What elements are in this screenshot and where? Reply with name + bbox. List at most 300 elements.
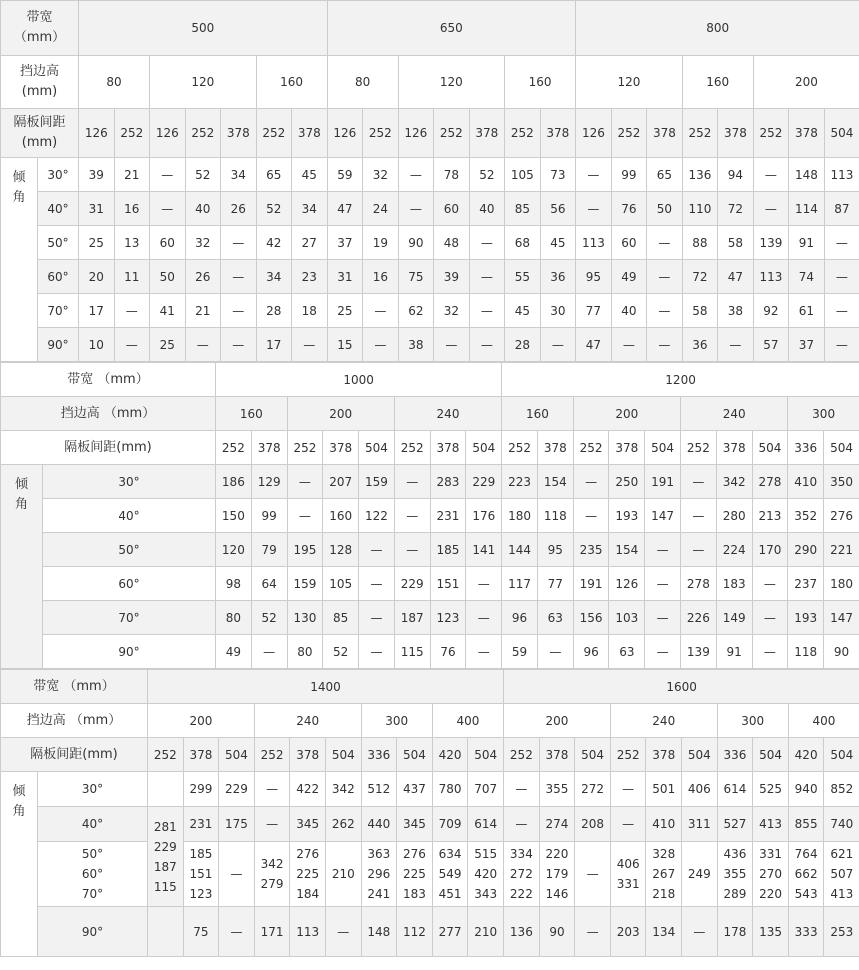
cell-line: 222 — [509, 887, 533, 901]
capacity-cell: 91 — [789, 226, 825, 260]
capacity-cell: 229 — [394, 567, 430, 601]
angle-value-cell: 50° — [38, 226, 79, 260]
spacing-value-cell: 504 — [824, 738, 859, 772]
spacing-value-cell: 504 — [645, 431, 681, 465]
spacing-value-cell: 252 — [256, 109, 292, 158]
bandwidth-value-cell: 1400 — [148, 670, 504, 704]
capacity-cell: 105 — [505, 158, 541, 192]
capacity-cell: — — [752, 635, 788, 669]
capacity-cell: 77 — [576, 294, 612, 328]
capacity-cell: 63 — [537, 601, 573, 635]
capacity-cell: 75 — [398, 260, 434, 294]
capacity-cell: 72 — [718, 192, 754, 226]
capacity-cell: 413 — [753, 807, 789, 842]
capacity-cell: 59 — [327, 158, 363, 192]
spacing-value-cell: 252 — [434, 109, 470, 158]
spacing-value-cell: 252 — [254, 738, 290, 772]
capacity-cell: 147 — [645, 499, 681, 533]
spacing-value-cell: 378 — [290, 738, 326, 772]
spacing-value-cell: 252 — [185, 109, 221, 158]
spacing-value-cell: 336 — [361, 738, 397, 772]
angle-value-cell: 50° — [43, 533, 216, 567]
capacity-cell: — — [576, 158, 612, 192]
capacity-cell: 422 — [290, 772, 326, 807]
capacity-cell: 45 — [540, 226, 576, 260]
capacity-cell: — — [394, 465, 430, 499]
capacity-cell: — — [575, 907, 611, 957]
cell-line: 343 — [474, 887, 498, 901]
sidewall-height-value-cell: 200 — [753, 56, 859, 109]
cell-line: 179 — [545, 867, 569, 881]
capacity-cell: — — [363, 294, 399, 328]
spacing-value-cell: 252 — [394, 431, 430, 465]
sidewall-height-value-cell: 160 — [502, 397, 574, 431]
capacity-cell: — — [469, 260, 505, 294]
capacity-cell: — — [287, 499, 323, 533]
capacity-cell: 290 — [788, 533, 824, 567]
spacing-value-cell: 504 — [466, 431, 502, 465]
capacity-cell: 231 — [430, 499, 466, 533]
capacity-cell: 740 — [824, 807, 859, 842]
capacity-cell: 342 — [325, 772, 361, 807]
spacing-value-cell: 420 — [788, 738, 824, 772]
bandwidth-label — [1, 363, 216, 397]
sidewall-height-value-cell: 400 — [432, 704, 503, 738]
spacing-value-cell: 252 — [148, 738, 184, 772]
capacity-cell: 31 — [79, 192, 115, 226]
sidewall-height-value-cell: 400 — [788, 704, 859, 738]
capacity-cell: 19 — [363, 226, 399, 260]
capacity-cell: 135 — [753, 907, 789, 957]
bandwidth-value-cell: 1000 — [216, 363, 502, 397]
capacity-cell: 38 — [718, 294, 754, 328]
capacity-cell: 25 — [150, 328, 186, 362]
capacity-cell: 49 — [611, 260, 647, 294]
capacity-cell: 148 — [789, 158, 825, 192]
capacity-cell: 210 — [468, 907, 504, 957]
sidewall-height-value-cell: 240 — [394, 397, 501, 431]
capacity-cell: 78 — [434, 158, 470, 192]
cell-line: 331 — [616, 877, 640, 891]
capacity-cell: 253 — [824, 907, 859, 957]
capacity-cell: 707 — [468, 772, 504, 807]
capacity-cell: 226 — [681, 601, 717, 635]
capacity-cell: 60 — [434, 192, 470, 226]
sidewall-height-value-cell: 80 — [327, 56, 398, 109]
bandwidth-value-cell: 650 — [327, 1, 576, 56]
capacity-cell: 21 — [185, 294, 221, 328]
capacity-cell: 80 — [287, 635, 323, 669]
capacity-cell: 57 — [753, 328, 789, 362]
capacity-cell: 60 — [150, 226, 186, 260]
cell-line: 115 — [153, 879, 177, 894]
cell-line: 342 — [260, 857, 284, 871]
spacing-value-cell: 378 — [251, 431, 287, 465]
spacing-value-cell: 126 — [79, 109, 115, 158]
capacity-cell: — — [573, 465, 609, 499]
spacing-value-cell: 504 — [824, 109, 859, 158]
capacity-cell: 224 — [716, 533, 752, 567]
bandwidth-label — [1, 670, 148, 704]
cell-line: 355 — [723, 867, 747, 881]
capacity-cell: 77 — [537, 567, 573, 601]
capacity-cell: 36 — [540, 260, 576, 294]
capacity-cell: 147 — [824, 601, 859, 635]
spacing-value-cell: 252 — [681, 431, 717, 465]
spacing-value-cell: 378 — [540, 109, 576, 158]
capacity-cell: 193 — [609, 499, 645, 533]
capacity-cell: 151 — [430, 567, 466, 601]
capacity-cell: 24 — [363, 192, 399, 226]
capacity-cell: 85 — [323, 601, 359, 635]
sidewall-height-value-cell: 240 — [610, 704, 717, 738]
capacity-cell: — — [466, 567, 502, 601]
capacity-cell: 113 — [290, 907, 326, 957]
cell-line: 436 — [723, 847, 747, 861]
incline-angle-label — [1, 772, 38, 957]
spacing-value-cell: 126 — [327, 109, 363, 158]
capacity-cell: 26 — [185, 260, 221, 294]
spacing-value-cell: 126 — [576, 109, 612, 158]
capacity-cell: — — [752, 601, 788, 635]
capacity-cell: 129 — [251, 465, 287, 499]
capacity-cell: — — [251, 635, 287, 669]
cell-line: 隔板间距(mm) — [30, 746, 118, 762]
capacity-cell: 237 — [788, 567, 824, 601]
capacity-cell: 15 — [327, 328, 363, 362]
capacity-cell: 139 — [753, 226, 789, 260]
capacity-cell: 99 — [611, 158, 647, 192]
capacity-cell: 59 — [502, 635, 538, 669]
capacity-cell: — — [150, 192, 186, 226]
spacing-value-cell: 378 — [718, 109, 754, 158]
sidewall-height-value-cell: 200 — [148, 704, 255, 738]
spacing-value-cell: 252 — [363, 109, 399, 158]
cell-line: 289 — [723, 887, 747, 901]
capacity-cell: 855 — [788, 807, 824, 842]
cell-line: 220 — [759, 887, 782, 901]
capacity-cell: 186 — [216, 465, 252, 499]
spacing-value-cell: 378 — [537, 431, 573, 465]
spacing-value-cell: 378 — [221, 109, 257, 158]
capacity-cell: 73 — [540, 158, 576, 192]
capacity-cell: — — [681, 465, 717, 499]
spacing-value-cell: 252 — [287, 431, 323, 465]
cell-line: 267 — [652, 867, 676, 881]
capacity-cell: — — [645, 567, 681, 601]
capacity-cell: 13 — [114, 226, 150, 260]
angle-value-cell: 40° — [43, 499, 216, 533]
capacity-cell: — — [824, 328, 859, 362]
capacity-cell: 50 — [647, 192, 683, 226]
angle-value-cell — [38, 842, 148, 907]
cell-line: 角 — [12, 190, 26, 205]
capacity-cell: 41 — [150, 294, 186, 328]
capacity-cell: — — [645, 533, 681, 567]
capacity-cell: — — [254, 807, 290, 842]
capacity-cell: 40 — [185, 192, 221, 226]
capacity-cell: 437 — [397, 772, 433, 807]
capacity-cell: 144 — [502, 533, 538, 567]
cell-line: 挡边高 （mm） — [60, 405, 156, 421]
spacing-value-cell: 252 — [573, 431, 609, 465]
capacity-cell: — — [221, 328, 257, 362]
bandwidth-value-cell: 800 — [576, 1, 859, 56]
cell-line: 218 — [652, 887, 676, 901]
cell-line: 带宽 （mm） — [33, 678, 115, 694]
capacity-cell: 91 — [716, 635, 752, 669]
angle-value-cell: 70° — [43, 601, 216, 635]
capacity-cell: 47 — [718, 260, 754, 294]
cell-line: 151 — [189, 867, 213, 881]
capacity-cell: 210 — [325, 842, 361, 907]
capacity-cell: — — [610, 807, 646, 842]
capacity-cell: 34 — [221, 158, 257, 192]
capacity-cell: — — [681, 533, 717, 567]
capacity-cell: — — [150, 158, 186, 192]
capacity-cell: 36 — [682, 328, 718, 362]
capacity-cell: — — [647, 260, 683, 294]
cell-line: 272 — [509, 867, 533, 881]
capacity-cell: 47 — [576, 328, 612, 362]
capacity-cell — [148, 772, 184, 807]
capacity-cell: — — [718, 328, 754, 362]
spacing-value-cell: 378 — [469, 109, 505, 158]
cell-line: 225 — [403, 867, 426, 881]
spacing-value-cell: 504 — [397, 738, 433, 772]
capacity-cell: 16 — [363, 260, 399, 294]
angle-value-cell: 40° — [38, 807, 148, 842]
cell-line: (mm) — [21, 135, 58, 150]
capacity-cell: — — [682, 907, 718, 957]
spec-table-section-3 — [0, 669, 859, 957]
capacity-cell: 352 — [788, 499, 824, 533]
cell-line: 183 — [403, 887, 426, 901]
spacing-value-cell: 504 — [325, 738, 361, 772]
capacity-cell: 148 — [361, 907, 397, 957]
spacing-value-cell: 378 — [323, 431, 359, 465]
capacity-cell: 25 — [79, 226, 115, 260]
sidewall-height-label — [1, 397, 216, 431]
capacity-cell: 333 — [788, 907, 824, 957]
spacing-value-cell: 420 — [432, 738, 468, 772]
capacity-cell: 276 — [824, 499, 859, 533]
capacity-cell: 342 — [716, 465, 752, 499]
capacity-cell: — — [647, 226, 683, 260]
capacity-cell — [717, 842, 753, 907]
capacity-cell: 63 — [609, 635, 645, 669]
capacity-cell: 45 — [292, 158, 328, 192]
capacity-cell: 38 — [398, 328, 434, 362]
capacity-cell: 112 — [397, 907, 433, 957]
capacity-cell — [468, 842, 504, 907]
capacity-cell — [539, 842, 575, 907]
sidewall-height-value-cell: 120 — [150, 56, 257, 109]
capacity-cell: — — [540, 328, 576, 362]
capacity-cell: 229 — [219, 772, 255, 807]
capacity-cell: 103 — [609, 601, 645, 635]
capacity-cell: 31 — [327, 260, 363, 294]
capacity-cell: — — [753, 192, 789, 226]
spacing-value-cell: 378 — [789, 109, 825, 158]
bandwidth-value-cell: 1200 — [502, 363, 859, 397]
capacity-cell: 48 — [434, 226, 470, 260]
capacity-cell: — — [466, 635, 502, 669]
cell-line: 220 — [545, 847, 569, 861]
capacity-cell: 62 — [398, 294, 434, 328]
cell-line: 270 — [759, 867, 782, 881]
spacing-value-cell: 504 — [682, 738, 718, 772]
capacity-cell: 87 — [824, 192, 859, 226]
capacity-cell: — — [611, 328, 647, 362]
cell-line: 334 — [509, 847, 533, 861]
capacity-cell: 350 — [824, 465, 859, 499]
capacity-cell: 278 — [752, 465, 788, 499]
cell-line: 50° — [81, 847, 104, 861]
capacity-cell: 136 — [504, 907, 540, 957]
capacity-cell: 16 — [114, 192, 150, 226]
capacity-cell: — — [185, 328, 221, 362]
cell-line: 倾 — [12, 170, 26, 185]
capacity-cell — [646, 842, 682, 907]
spacing-value-cell: 126 — [150, 109, 186, 158]
capacity-cell: 709 — [432, 807, 468, 842]
capacity-cell: — — [537, 635, 573, 669]
capacity-cell: 118 — [788, 635, 824, 669]
capacity-cell: 440 — [361, 807, 397, 842]
capacity-cell: 180 — [824, 567, 859, 601]
cell-line: 挡边高 （mm） — [26, 712, 122, 728]
capacity-cell: 60 — [611, 226, 647, 260]
capacity-cell: 410 — [646, 807, 682, 842]
capacity-cell: — — [753, 158, 789, 192]
capacity-cell: 141 — [466, 533, 502, 567]
capacity-cell — [361, 842, 397, 907]
capacity-cell: 178 — [717, 907, 753, 957]
cell-line: 隔板间距 — [13, 115, 66, 130]
capacity-cell: 65 — [647, 158, 683, 192]
capacity-cell: 68 — [505, 226, 541, 260]
capacity-cell: 76 — [430, 635, 466, 669]
capacity-cell: 262 — [325, 807, 361, 842]
capacity-cell: 11 — [114, 260, 150, 294]
capacity-cell: 150 — [216, 499, 252, 533]
capacity-cell: 32 — [363, 158, 399, 192]
spacing-value-cell: 504 — [468, 738, 504, 772]
capacity-cell: 75 — [183, 907, 219, 957]
cell-line: (mm) — [21, 84, 58, 99]
cell-line: 331 — [759, 847, 782, 861]
capacity-cell: — — [610, 772, 646, 807]
capacity-cell — [148, 907, 184, 957]
capacity-cell: — — [504, 807, 540, 842]
spacing-value-cell: 252 — [504, 738, 540, 772]
capacity-cell: 99 — [251, 499, 287, 533]
incline-angle-label — [1, 158, 38, 362]
capacity-cell: 229 — [466, 465, 502, 499]
capacity-cell: 96 — [573, 635, 609, 669]
cell-line: 角 — [14, 497, 28, 512]
cell-line: 621 — [830, 847, 854, 861]
cell-line: 276 — [403, 847, 426, 861]
capacity-cell: 21 — [114, 158, 150, 192]
cell-line: 带宽 — [26, 10, 53, 25]
capacity-cell: 283 — [430, 465, 466, 499]
capacity-cell: 527 — [717, 807, 753, 842]
spacing-value-cell: 252 — [216, 431, 252, 465]
capacity-cell: 299 — [183, 772, 219, 807]
capacity-cell: 74 — [789, 260, 825, 294]
spacing-value-cell: 252 — [753, 109, 789, 158]
spacing-value-cell: 504 — [575, 738, 611, 772]
capacity-cell: 52 — [185, 158, 221, 192]
spacing-value-cell: 252 — [502, 431, 538, 465]
capacity-cell: — — [681, 499, 717, 533]
capacity-cell: 17 — [256, 328, 292, 362]
capacity-cell: — — [824, 226, 859, 260]
capacity-cell: — — [359, 533, 395, 567]
capacity-cell: 39 — [79, 158, 115, 192]
cell-line: 451 — [438, 887, 462, 901]
capacity-cell — [254, 842, 290, 907]
capacity-cell: — — [469, 226, 505, 260]
capacity-cell: — — [398, 158, 434, 192]
capacity-cell: — — [325, 907, 361, 957]
spacing-value-cell: 252 — [114, 109, 150, 158]
capacity-cell: 852 — [824, 772, 859, 807]
sidewall-height-value-cell: 200 — [504, 704, 611, 738]
capacity-cell: — — [576, 192, 612, 226]
spacing-value-cell: 504 — [219, 738, 255, 772]
cell-line: 507 — [830, 867, 854, 881]
capacity-cell: 235 — [573, 533, 609, 567]
capacity-cell — [824, 842, 859, 907]
capacity-cell: 154 — [537, 465, 573, 499]
capacity-cell: — — [466, 601, 502, 635]
capacity-cell: 25 — [327, 294, 363, 328]
capacity-cell: 52 — [251, 601, 287, 635]
spacing-value-cell: 378 — [292, 109, 328, 158]
capacity-cell: 512 — [361, 772, 397, 807]
spacing-value-cell: 378 — [647, 109, 683, 158]
spacing-value-cell: 252 — [682, 109, 718, 158]
capacity-cell: 183 — [716, 567, 752, 601]
capacity-cell: 65 — [256, 158, 292, 192]
capacity-cell: 223 — [502, 465, 538, 499]
capacity-cell: 274 — [539, 807, 575, 842]
capacity-cell: 120 — [216, 533, 252, 567]
cell-line: 60° — [81, 867, 104, 881]
capacity-cell: — — [292, 328, 328, 362]
spacing-value-cell: 252 — [505, 109, 541, 158]
sidewall-height-value-cell: 160 — [682, 56, 753, 109]
spacing-value-cell: 378 — [430, 431, 466, 465]
capacity-cell: 17 — [79, 294, 115, 328]
spacing-value-cell: 378 — [183, 738, 219, 772]
spacing-value-cell: 336 — [788, 431, 824, 465]
cell-line: 184 — [296, 887, 320, 901]
capacity-cell: 345 — [397, 807, 433, 842]
capacity-cell — [504, 842, 540, 907]
capacity-cell: 171 — [254, 907, 290, 957]
capacity-cell: 90 — [539, 907, 575, 957]
cell-line: 123 — [189, 887, 213, 901]
capacity-cell: — — [219, 842, 255, 907]
spec-table-section-1 — [0, 0, 859, 362]
capacity-cell: 149 — [716, 601, 752, 635]
capacity-cell: 180 — [502, 499, 538, 533]
capacity-cell: 49 — [216, 635, 252, 669]
